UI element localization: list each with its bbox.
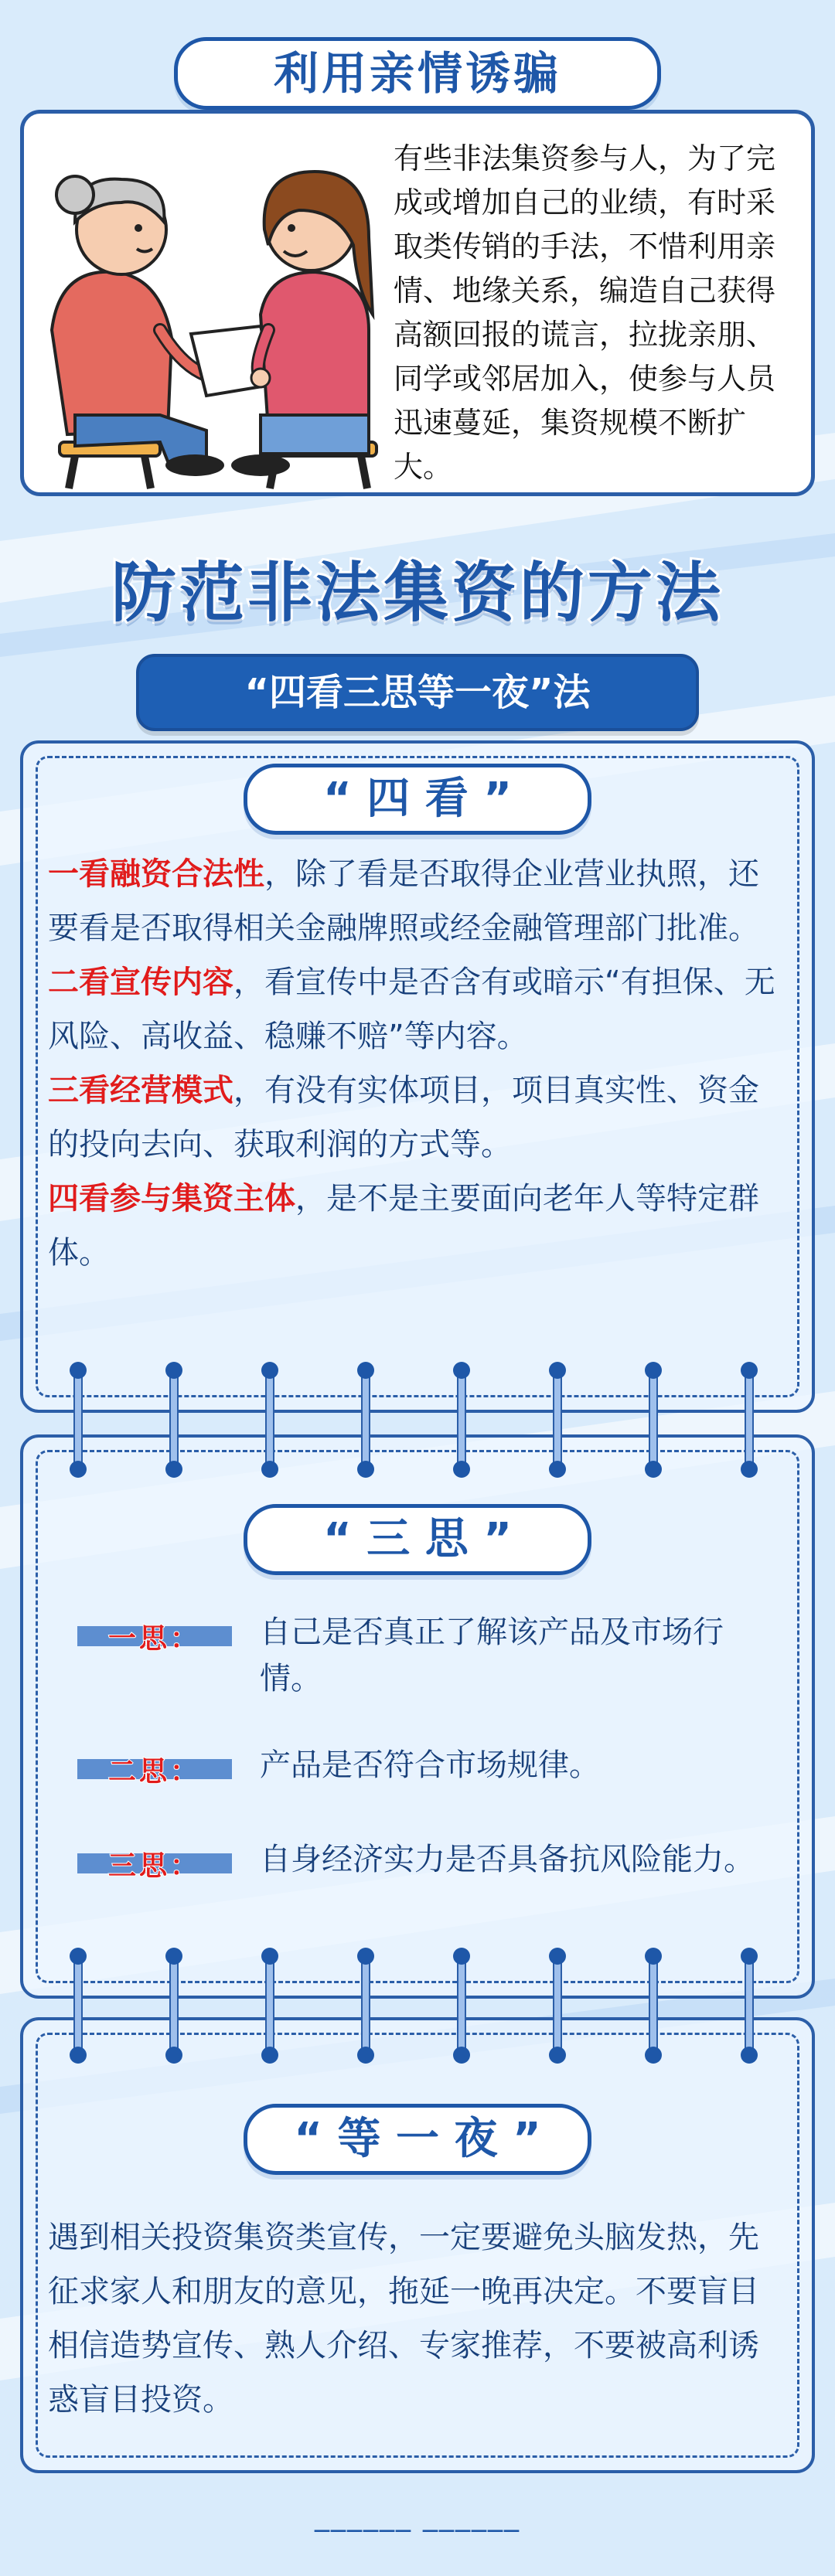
binder-ring: [261, 1362, 278, 1478]
four-look-list: [48, 847, 789, 1280]
elderly-couple-illustration: [29, 137, 392, 492]
four-look-item-2-text: ，看宣传中是否含有或暗示“有担保、无风险、高收益、稳赚不赔”等内容。: [48, 965, 775, 1054]
main-title: 防范非法集资的方法: [111, 555, 724, 631]
think-item-1: [77, 1609, 773, 1702]
four-look-item-4: [48, 1172, 789, 1280]
think-tag-2: 二思：: [77, 1759, 232, 1779]
four-look-title: “ 四 看 ”: [244, 764, 591, 835]
think-text-3: 自身经济实力是否具备抗风险能力。: [260, 1842, 755, 1877]
three-think-title: “ 三 思 ”: [244, 1504, 591, 1575]
binder-ring: [165, 1948, 182, 2064]
footer-decoration: ______ ______: [314, 2498, 521, 2532]
wait-night-body: 遇到相关投资集资类宣传，一定要避免头脑发热，先征求家人和朋友的意见，拖延一晚再决定。不要盲目相信造势宣传、熟人介绍、专家推荐，不要被高利诱惑盲目投资。: [48, 2220, 759, 2418]
section1-body: 有些非法集资参与人，为了完成或增加自己的业绩，有时采取类传销的手法，不惜利用亲情、地缘关系，编造自己获得高额回报的谎言，拉拢亲朋、同学或邻居加入，使参与人员迅速蔓延，集资规模不断扩大。: [394, 141, 776, 484]
think-text-1: 自己是否真正了解该产品及市场行情。: [260, 1615, 724, 1696]
four-look-item-3: [48, 1063, 789, 1172]
four-look-item-1-label: 一看融资合法性: [48, 856, 264, 892]
four-look-item-3-label: 三看经营模式: [48, 1073, 233, 1108]
four-look-item-1-text: ，除了看是否取得企业营业执照，还要看是否取得相关金融牌照或经金融管理部门批准。: [48, 856, 759, 946]
binder-ring: [261, 1948, 278, 2064]
section1-card: [20, 110, 815, 496]
four-look-item-4-label: 四看参与集资主体: [48, 1181, 295, 1217]
binder-ring: [357, 1362, 374, 1478]
binder-ring: [741, 1948, 758, 2064]
think-text-2: 产品是否符合市场规律。: [260, 1747, 600, 1783]
binder-ring: [165, 1362, 182, 1478]
four-look-item-2: [48, 955, 789, 1063]
binder-ring: [70, 1362, 87, 1478]
binder-ring: [453, 1948, 470, 2064]
think-tag-3: 三思：: [77, 1853, 232, 1873]
section1-title: 利用亲情诱骗: [174, 37, 661, 110]
four-look-item-3-text: ，有没有实体项目，项目真实性、资金的投向去向、获取利润的方式等。: [48, 1073, 759, 1162]
binder-ring: [549, 1948, 566, 2064]
think-item-2: [77, 1742, 773, 1788]
binder-ring: [645, 1362, 662, 1478]
binder-ring: [357, 1948, 374, 2064]
four-look-item-4-text: ，是不是主要面向老年人等特定群体。: [48, 1181, 759, 1271]
four-look-item-2-label: 二看宣传内容: [48, 965, 233, 1000]
binder-ring: [741, 1362, 758, 1478]
binder-ring: [70, 1948, 87, 2064]
binder-ring: [645, 1948, 662, 2064]
wait-night-title: “ 等 一 夜 ”: [244, 2104, 591, 2175]
think-tag-1: 一思：: [77, 1626, 232, 1646]
four-look-item-1: [48, 847, 789, 955]
binder-ring: [453, 1362, 470, 1478]
think-item-3: [77, 1836, 773, 1929]
binder-ring: [549, 1362, 566, 1478]
method-subtitle: “四看三思等一夜”法: [136, 654, 699, 731]
